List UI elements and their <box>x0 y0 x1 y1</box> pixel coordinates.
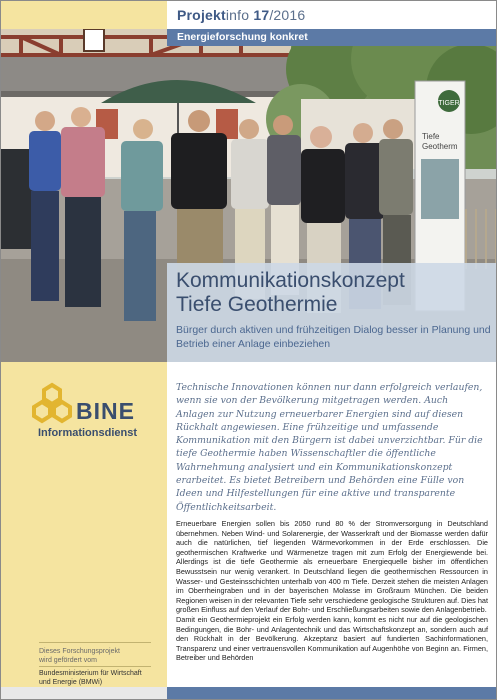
brand-name: BINE <box>76 398 135 424</box>
banner-title-line2: Geotherm <box>422 142 458 151</box>
brand-subtitle: Informationsdienst <box>38 427 138 439</box>
funding-divider-top <box>39 642 151 643</box>
funding-org-line-1: Bundesministerium für Wirtschaft <box>39 670 142 677</box>
footer-bar <box>1 687 497 700</box>
funding-divider-mid <box>39 666 151 667</box>
body-paragraph-2: Damit ein Geothermieprojekt ein Erfolg werden kann, kommt es nicht nur auf die geologischen Bedingungen, die Bohr- und Anlagentechnik und das Wirtschaftskonzept an, sondern auch auf den Rückhalt in der Bevölkerung. Akzeptanz basiert auf fundierten Sachinformationen, Transparenz und einer vertrauensvollen Kommunikation auf Augenhöhe von Beginn an. Firmen, Betreiber und Behörden <box>176 614 488 663</box>
banner-logo-text: TIGER <box>438 100 460 107</box>
funding-note <box>39 647 120 665</box>
category-label: Energieforschung konkret <box>177 31 308 43</box>
funding-note-line-2: wird gefördert vom <box>39 657 97 664</box>
funding-note-line-1: Dieses Forschungsprojekt <box>39 648 120 655</box>
series-title-rest: info <box>225 7 250 23</box>
bine-logo-icon <box>31 382 73 424</box>
body-text <box>176 519 488 663</box>
issue-number: 17 <box>253 7 270 23</box>
title-line-2: Tiefe Geothermie <box>176 293 338 316</box>
category-band <box>167 29 497 46</box>
footer-bar-accent <box>167 687 497 700</box>
series-title <box>177 7 305 23</box>
page-subtitle: Bürger durch aktiven und frühzeitigen Dialog besser in Planung und Betrieb einer Anlage einbeziehen <box>176 324 491 350</box>
intro-paragraph: Technische Innovationen können nur dann erfolgreich verlaufen, wenn sie von der Bevölkerung mitgetragen werden. Auch Anlagen zur Nutzung erneuerbarer Energien sind auf diesen Rückhalt angewiesen. Eine frühzeitige und umfassende Kommunikation mit den Bürgern ist dabei unverzichtbar. Für die tiefe Geothermie haben Wissenschaftler die öffentliche Wahrnehmung analysiert und ein Kommunikationskonzept erarbeitet. Es bietet Betreibern und Behörden eine Fülle von Ideen und Hilfestellungen für eine aktive und transparente Öffentlichkeitsarbeit. <box>176 382 483 513</box>
series-title-bold: Projekt <box>177 7 226 23</box>
issue-year: /2016 <box>269 7 306 23</box>
page-title <box>176 269 405 317</box>
banner-title-line1: Tiefe <box>422 132 440 141</box>
title-line-1: Kommunikationskonzept <box>176 269 405 292</box>
header-accent-block <box>1 1 167 29</box>
funding-organisation <box>39 669 142 687</box>
body-paragraph-1: Erneuerbare Energien sollen bis 2050 rund 80 % der Stromversorgung in Deutschland übernehmen. Neben Wind- und Solarenergie, der Wasserkraft und der Biomasse werden dafür auch die natürlichen, tief liegenden Wärmevorkommen in der Erde erschlossen. Die geothermischen Kraftwerke und Wärmenetze tragen mit zum Erfolg der Energiewende bei. Allerdings ist die tiefe Geothermie als erneuerbare Energiequelle bisher im öffentlichen Bewusstsein nur wenig verankert. In Deutschland liegen die geothermischen Ressourcen in Wasser- und Gesteinsschichten unterhalb von 400 m Tiefe. Derzeit stehen die meisten Anlagen im Oberrheingraben und in der bayerischen Molasse im Großraum München. Die beiden Regionen weisen in der relevanten Tiefe sehr verschiedene geologische Strukturen auf. Dies hat großen Einfluss auf den Verlauf der Bohr- und Erschließungsarbeiten sowie den Anlagenbetrieb. <box>176 519 488 615</box>
funding-org-line-2: und Energie (BMWi) <box>39 679 103 686</box>
